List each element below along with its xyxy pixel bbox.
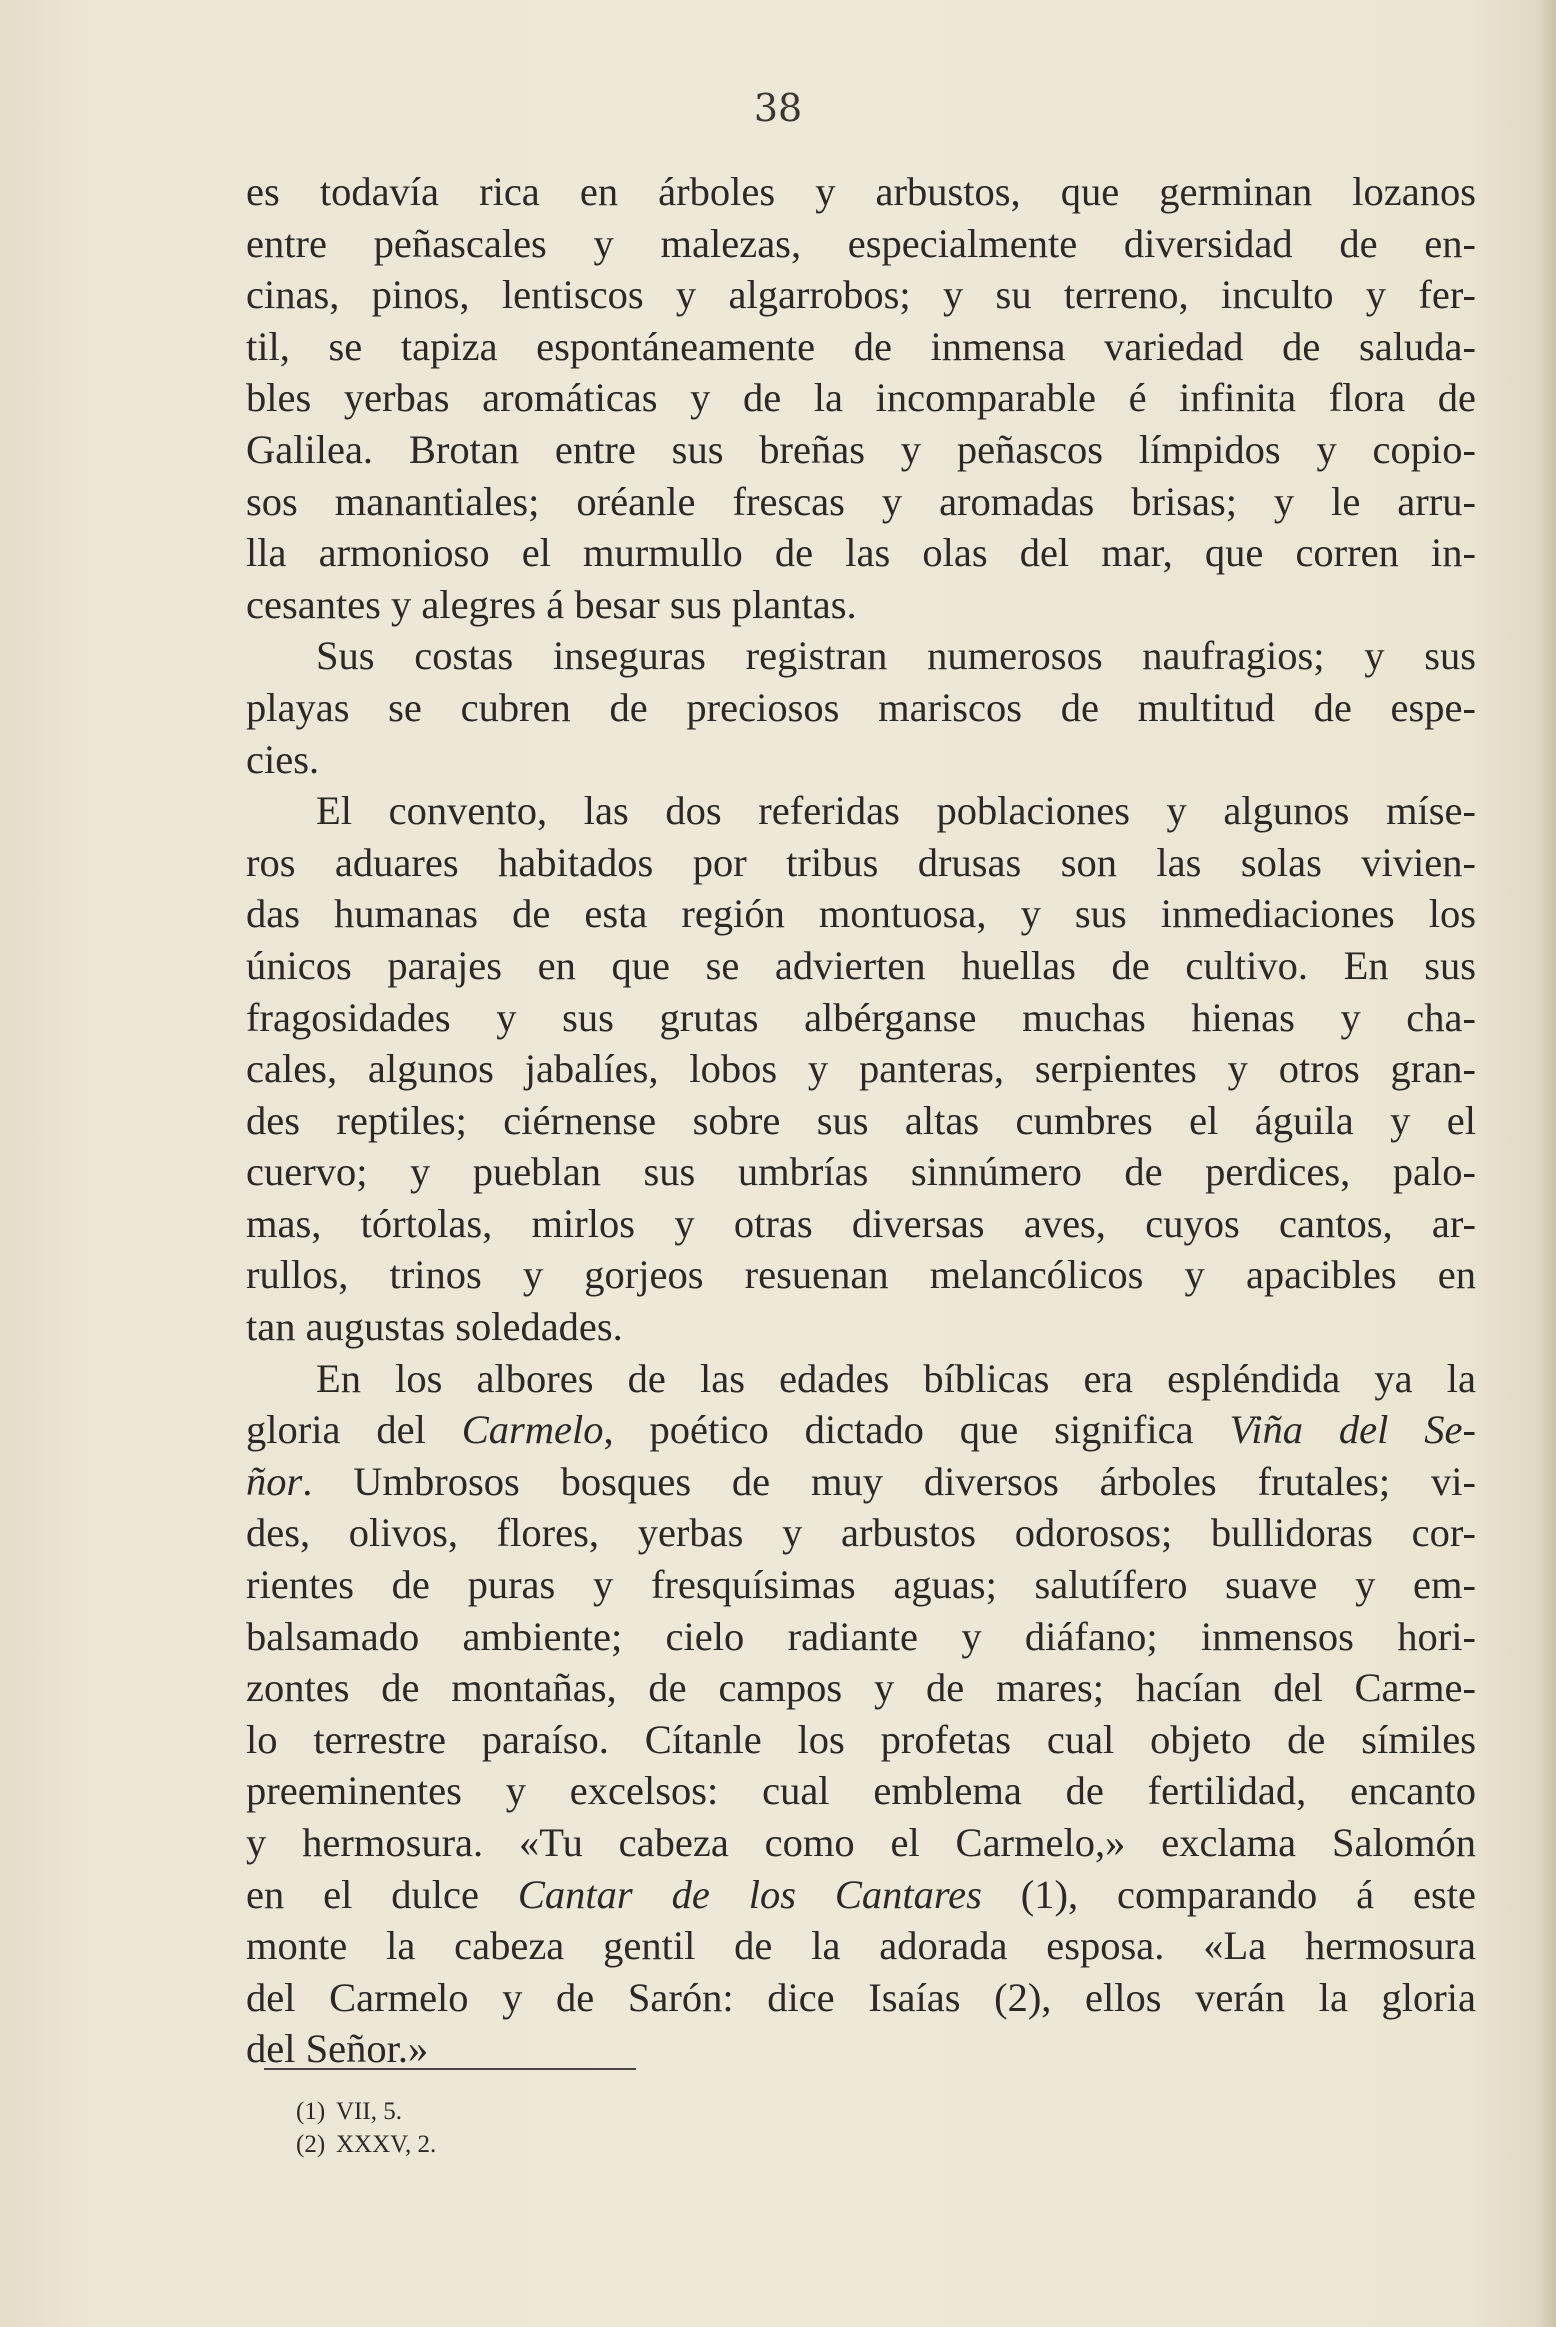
- footnote-mark: (1): [296, 2098, 326, 2125]
- body-text: [246, 166, 1476, 2075]
- text-line: lla armonioso el murmullo de las olas del mar, que corren in-: [246, 530, 1476, 576]
- footnotes: [296, 2095, 436, 2161]
- text-line: preeminentes y excelsos: cual emblema de fertilidad, encanto: [246, 1768, 1476, 1814]
- text-line: ros aduares habitados por tribus drusas son las solas vivien-: [246, 839, 1476, 885]
- text-line: cinas, pinos, lentiscos y algarrobos; y su terreno, inculto y fer-: [246, 272, 1476, 318]
- text-line: únicos parajes en que se advierten huellas de cultivo. En sus: [246, 942, 1476, 988]
- text-line: es todavía rica en árboles y arbustos, que germinan lozanos: [246, 169, 1476, 214]
- text-line: gloria del Carmelo, poético dictado que significa Viña del Se-: [246, 1407, 1476, 1453]
- text-line: mas, tórtolas, mirlos y otras diversas aves, cuyos cantos, ar-: [246, 1200, 1476, 1246]
- text-line: cuervo; y pueblan sus umbrías sinnúmero de perdices, palo-: [246, 1149, 1476, 1195]
- footnote-text: VII, 5.: [336, 2098, 402, 2125]
- text-line: sos manantiales; oréanle frescas y aromadas brisas; y le arru-: [246, 478, 1476, 524]
- text-line: ñor. Umbrosos bosques de muy diversos árboles frutales; vi-: [246, 1458, 1476, 1504]
- page-edge-shadow: [1538, 0, 1556, 2327]
- text-line: til, se tapiza espontáneamente de inmensa variedad de saluda-: [246, 323, 1476, 369]
- text-line: entre peñascales y malezas, especialmente diversidad de en-: [246, 220, 1476, 266]
- footnote: [296, 2128, 436, 2161]
- text-line: zontes de montañas, de campos y de mares; hacían del Carme-: [246, 1665, 1476, 1711]
- text-line: monte la cabeza gentil de la adorada esposa. «La hermosura: [246, 1923, 1476, 1969]
- text-line: Sus costas inseguras registran numerosos naufragios; y sus: [316, 633, 1476, 679]
- text-line: rullos, trinos y gorjeos resuenan melancólicos y apacibles en: [246, 1252, 1476, 1298]
- text-line: das humanas de esta región montuosa, y sus inmediaciones los: [246, 891, 1476, 937]
- text-line: Galilea. Brotan entre sus breñas y peñascos límpidos y copio-: [246, 426, 1476, 472]
- text-line: playas se cubren de preciosos mariscos de multitud de espe-: [246, 684, 1476, 730]
- text-line: fragosidades y sus grutas albérganse muchas hienas y cha-: [246, 994, 1476, 1040]
- text-line: des reptiles; ciérnense sobre sus altas cumbres el águila y el: [246, 1097, 1476, 1143]
- text-line: lo terrestre paraíso. Cítanle los profetas cual objeto de símiles: [246, 1716, 1476, 1762]
- text-line: rientes de puras y fresquísimas aguas; salutífero suave y em-: [246, 1562, 1476, 1608]
- text-line: del Señor.»: [246, 2026, 429, 2072]
- footnote-mark: (2): [296, 2131, 326, 2158]
- text-line: en el dulce Cantar de los Cantares (1), comparando á este: [246, 1871, 1476, 1917]
- text-line: y hermosura. «Tu cabeza como el Carmelo,» exclama Salomón: [246, 1820, 1476, 1865]
- text-line: des, olivos, flores, yerbas y arbustos odorosos; bullidoras cor-: [246, 1510, 1476, 1556]
- text-line: cesantes y alegres á besar sus plantas.: [246, 581, 857, 627]
- footnote-text: XXXV, 2.: [336, 2131, 437, 2158]
- footnote: [296, 2095, 436, 2128]
- text-line: bles yerbas aromáticas y de la incomparable é infinita flora de: [246, 375, 1476, 421]
- text-line: cales, algunos jabalíes, lobos y panteras, serpientes y otros gran-: [246, 1046, 1476, 1092]
- text-line: tan augustas soledades.: [246, 1304, 623, 1350]
- text-line: del Carmelo y de Sarón: dice Isaías (2), ellos verán la gloria: [246, 1974, 1476, 2020]
- page-number: 38: [753, 86, 803, 130]
- footnote-divider: [264, 2068, 636, 2070]
- text-line: balsamado ambiente; cielo radiante y diáfano; inmensos hori-: [246, 1613, 1476, 1659]
- text-line: En los albores de las edades bíblicas era espléndida ya la: [316, 1355, 1476, 1401]
- text-line: El convento, las dos referidas poblaciones y algunos míse-: [316, 788, 1476, 834]
- text-line: cies.: [246, 736, 320, 782]
